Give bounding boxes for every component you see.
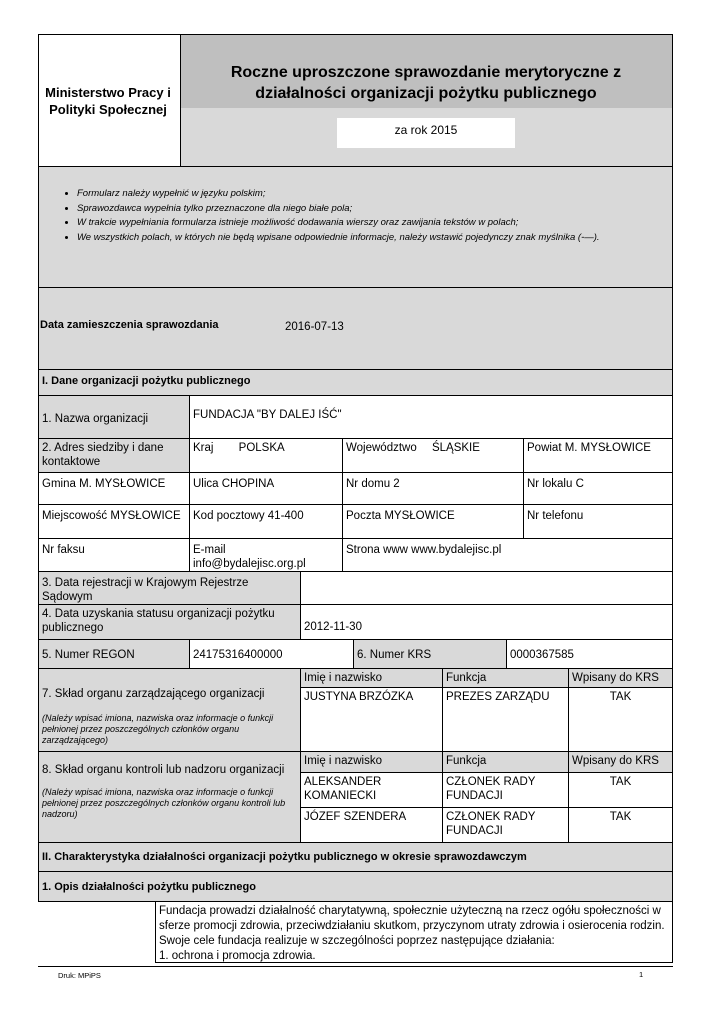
instructions-box — [38, 166, 673, 288]
page-number: 1 — [639, 970, 644, 979]
section1-title: I. Dane organizacji pożytku publicznego — [38, 369, 673, 396]
regon-value: 24175316400000 — [189, 639, 354, 669]
section2-subtitle: 1. Opis działalności pożytku publicznego — [38, 871, 673, 902]
house-number-field: Nr domu 2 — [342, 472, 524, 505]
ministry-name: Ministerstwo Pracy i Polityki Społecznej — [45, 85, 171, 117]
county-field: Powiat M. MYSŁOWICE — [523, 438, 673, 473]
management-label-cell — [38, 668, 301, 752]
phone-field: Nr telefonu — [523, 504, 673, 539]
year-field: za rok 2015 — [337, 118, 515, 148]
gmina-field: Gmina M. MYSŁOWICE — [38, 472, 190, 505]
voivodeship-label: Województwo — [346, 442, 417, 454]
control-col-name: Imię i nazwisko — [300, 751, 443, 773]
address-label: 2. Adres siedziby i dane kontaktowe — [38, 438, 190, 473]
krs-label: 6. Numer KRS — [353, 639, 507, 669]
management-note: (Należy wpisać imiona, nazwiska oraz informacje o funkcji pełnionej przez poszczególnych członków organu zarządzającego) — [42, 713, 274, 745]
control-member-name: JÓZEF SZENDERA — [300, 807, 443, 843]
management-col-name: Imię i nazwisko — [300, 668, 443, 688]
website-field: Strona www www.bydalejisc.pl — [342, 538, 673, 572]
voivodeship-field — [342, 438, 524, 473]
control-member-krs: TAK — [568, 772, 673, 808]
city-field: Miejscowość MYSŁOWICE — [38, 504, 190, 539]
control-note: (Należy wpisać imiona, nazwiska oraz informacje o funkcji pełnionej przez poszczególnych członków organu kontroli lub nadzoru) — [42, 787, 286, 819]
footer-rule — [38, 966, 673, 967]
control-col-function: Funkcja — [442, 751, 569, 773]
management-col-krs: Wpisany do KRS — [568, 668, 673, 688]
control-label-cell — [38, 751, 301, 843]
publication-date: 2016-07-13 — [285, 321, 344, 333]
country-label: Kraj — [193, 442, 214, 454]
control-col-krs: Wpisany do KRS — [568, 751, 673, 773]
management-member-function: PREZES ZARZĄDU — [442, 687, 569, 752]
management-label: 7. Skład organu zarządzającego organizacji — [42, 688, 265, 700]
instruction-item: • Formularz należy wypełnić w języku polskim; — [77, 187, 672, 202]
fax-field: Nr faksu — [38, 538, 190, 572]
instruction-item: • W trakcie wypełniania formularza istnieje możliwość dodawania wierszy oraz zawijania tekstów w polach; — [77, 216, 672, 231]
control-member-name: ALEKSANDER KOMANIECKI — [300, 772, 443, 808]
management-col-function: Funkcja — [442, 668, 569, 688]
org-name-label: 1. Nazwa organizacji — [38, 395, 190, 439]
post-office-field: Poczta MYSŁOWICE — [342, 504, 524, 539]
apartment-number-field: Nr lokalu C — [523, 472, 673, 505]
regon-label: 5. Numer REGON — [38, 639, 190, 669]
status-date-value: 2012-11-30 — [300, 604, 673, 640]
country-field — [189, 438, 343, 473]
registration-label: 3. Data rejestracji w Krajowym Rejestrze Sądowym — [38, 571, 301, 605]
management-member-krs: TAK — [568, 687, 673, 752]
section2-title: II. Charakterystyka działalności organizacji pożytku publicznego w okresie sprawozdawczym — [38, 842, 673, 872]
postal-code-field: Kod pocztowy 41-400 — [189, 504, 343, 539]
control-member-function: CZŁONEK RADY FUNDACJI — [442, 807, 569, 843]
status-date-label: 4. Data uzyskania statusu organizacji pożytku publicznego — [38, 604, 301, 640]
control-label: 8. Skład organu kontroli lub nadzoru organizacji — [42, 764, 285, 776]
registration-value — [300, 571, 673, 605]
control-member-krs: TAK — [568, 807, 673, 843]
email-field: E-mail info@bydalejisc.org.pl — [189, 538, 343, 572]
management-member-name: JUSTYNA BRZÓZKA — [300, 687, 443, 752]
instruction-item: • Sprawozdawca wypełnia tylko przeznaczone dla niego białe pola; — [77, 202, 672, 217]
footer-print-label: Druk: MPiPS — [58, 971, 101, 980]
country-value: POLSKA — [238, 442, 285, 454]
street-field: Ulica CHOPINA — [189, 472, 343, 505]
form-title: Roczne uproszczone sprawozdanie merytoryczne z działalności organizacji pożytku publicznego — [230, 64, 622, 102]
publication-label: Data zamieszczenia sprawozdania — [40, 319, 219, 331]
org-name-value: FUNDACJA "BY DALEJ IŚĆ" — [189, 395, 673, 439]
activity-description: Fundacja prowadzi działalność charytatywną, społecznie użyteczną na rzecz ogółu społeczności w sferze promocji zdrowia, przeciwdziałaniu skutkom, przyczynom utraty zdrowia i osierocenia rodzin. Swoje cele fundacja realizuje w szczególności poprzez następujące działania: 1. ochrona i promocja zdrowia. — [155, 901, 673, 963]
krs-value: 0000367585 — [506, 639, 673, 669]
instruction-item: • We wszystkich polach, w których nie będą wpisane odpowiednie informacje, należy wstawić pojedynczy znak myślnika (-—). — [77, 231, 672, 246]
voivodeship-value: ŚLĄSKIE — [431, 442, 480, 454]
control-member-function: CZŁONEK RADY FUNDACJI — [442, 772, 569, 808]
